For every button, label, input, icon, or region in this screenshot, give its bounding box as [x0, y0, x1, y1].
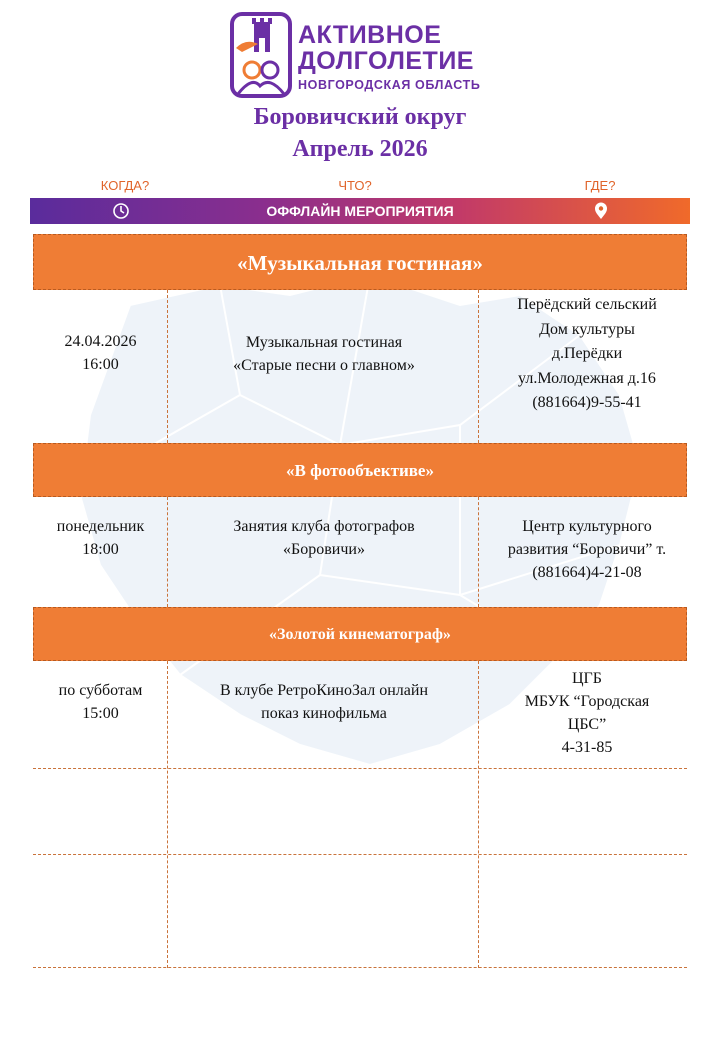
month-title: Апрель 2026 [292, 136, 428, 162]
event-3-where-line1: ЦГБ [572, 670, 602, 687]
logo-emblem [230, 12, 292, 98]
row-divider [33, 768, 687, 769]
event-3-where-line4: 4-31-85 [561, 739, 613, 756]
row-divider [33, 967, 687, 968]
event-3-when [34, 679, 167, 725]
event-2-where-line3: (881664)4-21-08 [532, 564, 642, 581]
event-1-date: 24.04.2026 [64, 333, 137, 350]
event-3-time: 15:00 [82, 705, 119, 722]
event-1-what-line2: «Старые песни о главном» [233, 357, 415, 374]
logo-title-line1: АКТИВНОЕ [298, 21, 442, 49]
event-3-what [170, 679, 478, 725]
divider [478, 497, 479, 607]
divider [478, 661, 479, 968]
logo-subtitle: НОВГОРОДСКАЯ ОБЛАСТЬ [298, 78, 481, 92]
event-1-where [482, 293, 692, 416]
event-2-when [34, 515, 167, 561]
event-1-where-line5: (881664)9-55-41 [532, 394, 642, 411]
event-3-what-line2: показ кинофильма [261, 705, 387, 722]
event-1-what [170, 331, 478, 377]
column-where-label: ГДЕ? [584, 178, 616, 193]
event-2-what-line2: «Боровичи» [283, 541, 365, 558]
divider [478, 290, 479, 443]
logo-title [298, 22, 474, 74]
event-1-what-line1: Музыкальная гостиная [245, 334, 403, 351]
row-divider [33, 854, 687, 855]
event-1-where-line3: д.Перёдки [551, 345, 623, 362]
event-2-day: понедельник [56, 518, 145, 535]
event-2-where-line1: Центр культурного [522, 518, 652, 535]
event-1-where-line2: Дом культуры [539, 320, 635, 338]
event-3-where [482, 667, 692, 759]
event-2-where [482, 515, 692, 584]
event-3-where-line3: ЦБС” [567, 716, 607, 733]
event-2-time: 18:00 [82, 541, 119, 558]
divider [167, 661, 168, 968]
column-what-label: ЧТО? [338, 178, 372, 193]
event-3-title: «Золотой кинематограф» [33, 607, 687, 661]
divider [167, 290, 168, 443]
event-3-what-line1: В клубе РетроКиноЗал онлайн [219, 682, 429, 699]
event-3-where-line2: МБУК “Городская [524, 693, 650, 710]
event-3-day: по субботам [58, 682, 143, 699]
event-1-title: «Музыкальная гостиная» [33, 234, 687, 290]
clock-icon [112, 202, 130, 220]
event-1-time: 16:00 [82, 356, 119, 373]
event-1-where-line4: ул.Молодежная д.16 [518, 369, 656, 387]
column-when-label: КОГДА? [100, 178, 150, 193]
divider [167, 497, 168, 607]
event-2-where-line2: развития “Боровичи” т. [507, 541, 667, 558]
event-1-when [34, 330, 167, 376]
district-title: Боровичский округ [253, 104, 467, 130]
event-2-title: «В фотообъективе» [33, 443, 687, 497]
event-2-what-line1: Занятия клуба фотографов [233, 518, 415, 535]
event-2-what [170, 515, 478, 561]
event-1-where-line1: Перёдский сельский [517, 296, 657, 313]
location-pin-icon [593, 202, 609, 220]
offline-events-label: ОФФЛАЙН МЕРОПРИЯТИЯ [266, 203, 454, 219]
logo-title-line2: ДОЛГОЛЕТИЕ [298, 47, 474, 75]
